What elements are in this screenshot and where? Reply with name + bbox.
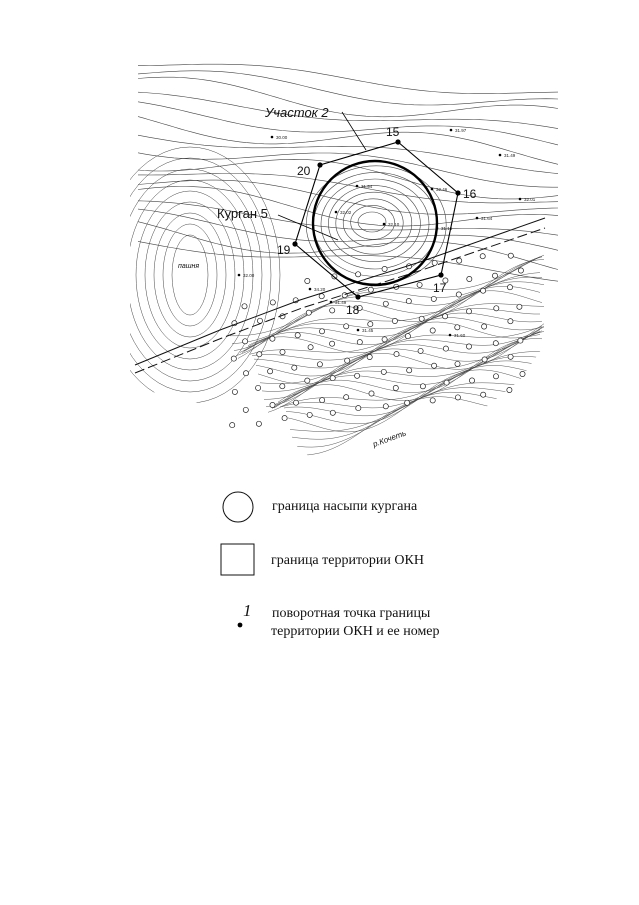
- point-number-16: 16: [463, 187, 477, 201]
- turning-point-legend-icon: [234, 598, 260, 632]
- elevation-label: 32.00: [243, 273, 255, 278]
- elevation-label: 32.46: [436, 187, 448, 192]
- tree-marker: [367, 354, 372, 359]
- contour-line: [244, 282, 544, 351]
- contour-line: [138, 71, 558, 105]
- tree-marker: [518, 338, 523, 343]
- contour-line: [328, 186, 420, 262]
- point-number-20: 20: [297, 164, 311, 178]
- tree-marker: [243, 339, 248, 344]
- contour-line: [154, 213, 226, 337]
- elevation-dot: [499, 154, 502, 157]
- tree-marker: [295, 333, 300, 338]
- legend-point-number: 1: [243, 601, 252, 620]
- tree-marker: [319, 329, 324, 334]
- elevation-dot: [356, 185, 359, 188]
- contour-line: [138, 77, 558, 117]
- elevation-label: 31.60: [454, 333, 466, 338]
- tree-marker: [257, 352, 262, 357]
- tree-marker: [330, 341, 335, 346]
- elevation-dot: [330, 301, 333, 304]
- tree-marker: [368, 287, 373, 292]
- tree-marker: [330, 410, 335, 415]
- elevation-dot: [335, 211, 338, 214]
- point-number-15: 15: [386, 125, 400, 139]
- legend-okn-boundary: граница территории ОКН: [271, 553, 424, 568]
- tree-marker: [466, 309, 471, 314]
- tree-marker: [268, 369, 273, 374]
- tree-marker: [469, 378, 474, 383]
- tree-marker: [520, 371, 525, 376]
- tree-marker: [355, 373, 360, 378]
- turning-point-16: [455, 190, 460, 195]
- point-number-18: 18: [346, 303, 360, 317]
- tree-marker: [393, 385, 398, 390]
- tree-marker: [419, 316, 424, 321]
- tree-marker: [482, 324, 487, 329]
- site-label: Участок 2: [265, 105, 329, 120]
- legend-turning-point-line1: поворотная точка границы: [272, 606, 431, 621]
- turning-point-15: [395, 139, 400, 144]
- turning-point-19: [292, 241, 297, 246]
- elevation-dot: [431, 188, 434, 191]
- tree-marker: [494, 306, 499, 311]
- tree-marker: [455, 395, 460, 400]
- tree-marker: [382, 266, 387, 271]
- elevation-dot: [271, 136, 274, 139]
- tree-marker: [308, 345, 313, 350]
- elevation-label: 30.00: [276, 135, 288, 140]
- tree-marker: [319, 294, 324, 299]
- contour-line: [138, 92, 558, 128]
- tree-marker: [243, 371, 248, 376]
- tree-marker: [270, 336, 275, 341]
- tree-marker: [280, 349, 285, 354]
- contour-line: [138, 64, 558, 93]
- tree-marker: [482, 357, 487, 362]
- tree-marker: [230, 423, 235, 428]
- tree-marker: [356, 272, 361, 277]
- contour-line: [172, 235, 208, 315]
- tree-marker: [292, 365, 297, 370]
- tree-marker: [243, 407, 248, 412]
- pasture-label: пашня: [178, 263, 200, 270]
- tree-marker: [457, 258, 462, 263]
- point-number-19: 19: [277, 243, 291, 257]
- tree-marker: [467, 276, 472, 281]
- tree-marker: [405, 334, 410, 339]
- tree-marker: [282, 416, 287, 421]
- tree-marker: [443, 314, 448, 319]
- tree-marker: [405, 400, 410, 405]
- tree-marker: [481, 392, 486, 397]
- legend-turning-point-line2: территории ОКН и ее номер: [271, 624, 440, 639]
- turning-point-18: [355, 294, 360, 299]
- tree-marker: [492, 273, 497, 278]
- tree-marker: [517, 304, 522, 309]
- tree-marker: [270, 402, 275, 407]
- elevation-label: 34.20: [314, 287, 326, 292]
- tree-marker: [430, 328, 435, 333]
- elevation-dot: [238, 274, 241, 277]
- tree-marker: [407, 368, 412, 373]
- tree-marker: [508, 319, 513, 324]
- tree-marker: [369, 391, 374, 396]
- tree-marker: [480, 254, 485, 259]
- elevation-dot: [450, 129, 453, 132]
- contour-line: [138, 159, 558, 199]
- tree-marker: [270, 300, 275, 305]
- tree-marker: [418, 348, 423, 353]
- tree-marker: [256, 421, 261, 426]
- tree-marker: [444, 380, 449, 385]
- tree-marker: [257, 318, 262, 323]
- elevation-label: 31.49: [504, 153, 516, 158]
- tree-marker: [508, 354, 513, 359]
- tree-marker: [432, 260, 437, 265]
- tree-marker: [493, 374, 498, 379]
- tree-marker: [231, 356, 236, 361]
- tree-marker: [305, 378, 310, 383]
- tree-marker: [455, 325, 460, 330]
- orchard-tree-markers: [230, 253, 526, 428]
- elevation-label: 31.49: [335, 300, 347, 305]
- tree-marker: [306, 310, 311, 315]
- tree-marker: [280, 384, 285, 389]
- tree-marker: [305, 278, 310, 283]
- contour-line: [163, 224, 217, 326]
- tree-marker: [256, 385, 261, 390]
- mound-boundary-circle: [313, 161, 437, 285]
- tree-marker: [344, 395, 349, 400]
- tree-marker: [357, 340, 362, 345]
- tree-marker: [443, 346, 448, 351]
- tree-marker: [232, 389, 237, 394]
- tree-marker: [406, 299, 411, 304]
- mound-label: Курган 5: [217, 206, 268, 221]
- elevation-dot: [309, 288, 312, 291]
- elevation-label: 32.01: [524, 197, 536, 202]
- elevation-label: 31.64: [481, 216, 493, 221]
- contour-line: [256, 318, 544, 376]
- elevation-label: 31.94: [361, 184, 373, 189]
- elevation-dot: [476, 217, 479, 220]
- contour-line: [270, 331, 540, 406]
- tree-marker: [456, 292, 461, 297]
- tree-marker: [356, 406, 361, 411]
- tree-marker: [518, 268, 523, 273]
- river-label: р.Кочеть: [371, 428, 408, 449]
- elevation-label: 32.10: [388, 222, 400, 227]
- contour-line: [262, 327, 544, 392]
- tree-marker: [242, 304, 247, 309]
- tree-marker: [345, 358, 350, 363]
- tree-marker: [383, 404, 388, 409]
- mound-boundary-legend-icon: [220, 489, 256, 525]
- tree-marker: [392, 318, 397, 323]
- elevation-label: 31.97: [455, 128, 467, 133]
- elevation-dot: [383, 223, 386, 226]
- tree-marker: [330, 308, 335, 313]
- tree-marker: [466, 344, 471, 349]
- tree-marker: [368, 322, 373, 327]
- tree-marker: [381, 369, 386, 374]
- elevation-label: 31.16: [441, 226, 453, 231]
- tree-marker: [507, 285, 512, 290]
- point-number-17: 17: [433, 281, 447, 295]
- tree-marker: [293, 400, 298, 405]
- tree-marker: [330, 376, 335, 381]
- contour-line: [138, 209, 558, 250]
- tree-marker: [431, 296, 436, 301]
- tree-marker: [320, 398, 325, 403]
- contour-line: [138, 201, 558, 235]
- elevation-dot: [449, 334, 452, 337]
- turning-point-17: [438, 272, 443, 277]
- elevation-dot: [519, 198, 522, 201]
- turning-point-20: [317, 162, 322, 167]
- tree-marker: [455, 361, 460, 366]
- contour-line: [314, 172, 438, 276]
- map-edge-mask: [545, 55, 639, 470]
- okn-boundary-legend-icon: [219, 542, 257, 578]
- tree-marker: [394, 352, 399, 357]
- tree-marker: [432, 363, 437, 368]
- legend-mound-boundary: граница насыпи кургана: [272, 499, 418, 514]
- elevation-label: 31.45: [362, 328, 374, 333]
- tree-marker: [508, 253, 513, 258]
- tree-marker: [430, 398, 435, 403]
- contour-line: [138, 102, 558, 145]
- tree-marker: [420, 384, 425, 389]
- contour-line: [358, 212, 386, 232]
- tree-marker: [417, 282, 422, 287]
- tree-marker: [507, 387, 512, 392]
- tree-marker: [481, 288, 486, 293]
- tree-marker: [307, 412, 312, 417]
- tree-marker: [383, 301, 388, 306]
- tree-marker: [382, 337, 387, 342]
- elevation-dot: [357, 329, 360, 332]
- tree-marker: [344, 324, 349, 329]
- tree-marker: [493, 341, 498, 346]
- tree-marker: [317, 362, 322, 367]
- elevation-label: 32.02: [340, 210, 352, 215]
